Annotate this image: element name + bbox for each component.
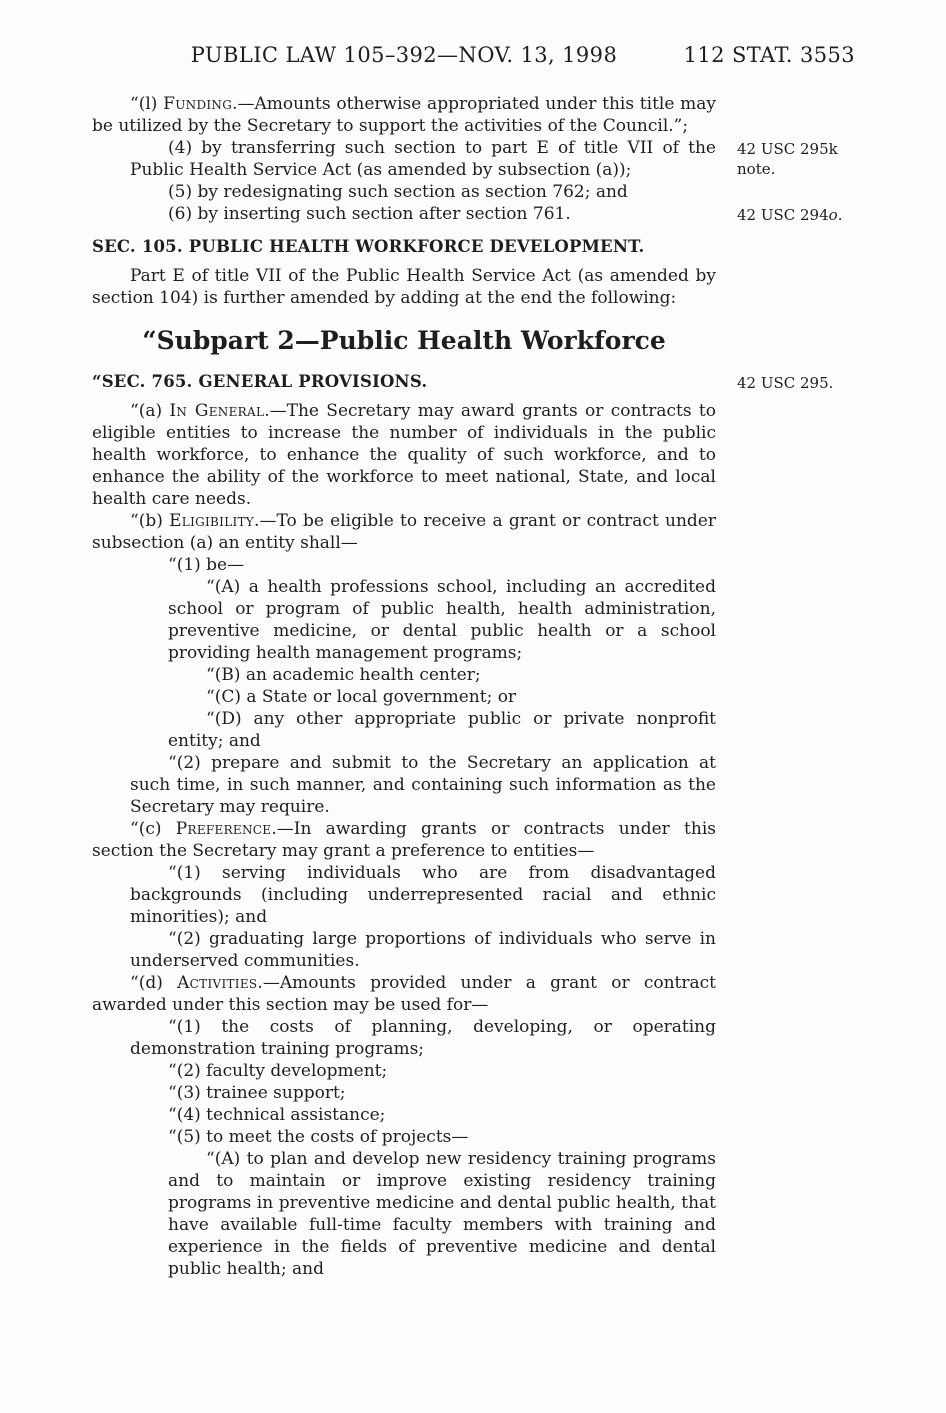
- statute-paragraph: [130, 1016, 716, 1060]
- usc-margin-note: [737, 139, 849, 179]
- text-run: “SEC. 765. GENERAL PROVISIONS.: [92, 372, 428, 391]
- text-run: “(D) any other appropriate public or private nonprofit entity; and: [168, 709, 716, 751]
- text-run: “(3) trainee support;: [168, 1083, 346, 1103]
- block-text: [92, 265, 716, 309]
- statute-paragraph: [130, 1126, 716, 1148]
- usc-margin-note: [737, 373, 849, 393]
- text-run: 42 USC 295k note.: [737, 140, 838, 178]
- block-text: [168, 664, 716, 686]
- statute-paragraph: [168, 686, 716, 708]
- text-run: 42 USC 294: [737, 206, 829, 224]
- block-text: [92, 510, 716, 554]
- text-run: “(1) the costs of planning, developing, or operating demonstration training programs;: [130, 1017, 716, 1059]
- statute-paragraph: [130, 1060, 716, 1082]
- block-text: [168, 708, 716, 752]
- block-text: [130, 928, 716, 972]
- page-header: [92, 42, 855, 68]
- text-run: “Subpart 2—Public Health Workforce: [142, 326, 666, 355]
- text-run: “(1) serving individuals who are from disadvantaged backgrounds (including underrepresented racial and ethnic minorities); and: [130, 863, 716, 927]
- block-text: [92, 400, 716, 510]
- block-text: [130, 137, 716, 181]
- block-text: [130, 203, 716, 225]
- block-text: [130, 181, 716, 203]
- text-run: “(2) faculty development;: [168, 1061, 388, 1081]
- block-text: [130, 554, 716, 576]
- statute-paragraph: [92, 972, 716, 1016]
- smallcaps-text-run: Activities: [177, 973, 258, 993]
- block-text: [92, 93, 716, 137]
- text-run: (5) by redesignating such section as section 762; and: [168, 182, 628, 202]
- text-run: Part E of title VII of the Public Health Service Act (as amended by section 104) is further amended by adding at the end the following:: [92, 266, 716, 308]
- block-text: [92, 972, 716, 1016]
- statute-paragraph: [130, 928, 716, 972]
- text-run: “(b): [130, 511, 170, 531]
- text-run: o: [828, 206, 838, 224]
- statute-paragraph: [92, 400, 716, 510]
- text-run: “(c): [130, 819, 176, 839]
- text-run: .—To be eligible to receive a grant or contract under subsection (a) an entity shall—: [92, 511, 716, 553]
- text-run: (6) by inserting such section after section 761.: [168, 204, 571, 224]
- text-run: “(1) be—: [168, 555, 245, 575]
- statute-paragraph: [168, 1148, 716, 1280]
- stat-page-number: 112 STAT. 3553: [683, 43, 855, 67]
- block-text: [92, 818, 716, 862]
- text-run: .—The Secretary may award grants or contracts to eligible entities to increase the number of individuals in the public health workforce, to enhance the quality of such workforce, and to enhance the ability of the workforce to meet national, State, and local health care needs.: [92, 401, 716, 509]
- section-heading: [92, 236, 716, 257]
- statute-paragraph: [130, 1082, 716, 1104]
- statute-paragraph: [130, 137, 838, 181]
- block-text: [168, 686, 716, 708]
- text-run: “(A) to plan and develop new residency training programs and to maintain or improve existing residency training programs in preventive medicine and dental public health, that have available full-time faculty members with training and experience in the fields of preventive medicine and dental public health; and: [168, 1149, 716, 1279]
- statute-paragraph: [168, 576, 716, 664]
- text-run: .—Amounts otherwise appropriated under this title may be utilized by the Secretary to support the activities of the Council.”;: [92, 94, 717, 136]
- text-run: “(l): [130, 94, 164, 114]
- document-body: [92, 93, 843, 1280]
- block-text: [130, 1060, 716, 1082]
- statute-paragraph: [92, 93, 716, 137]
- block-text: [92, 371, 716, 392]
- text-run: 42 USC 295.: [737, 374, 834, 392]
- text-run: (4) by transferring such section to part E of title VII of the Public Health Service Act (as amended by subsection (a));: [130, 138, 716, 180]
- statute-paragraph: [92, 818, 716, 862]
- text-run: “(2) graduating large proportions of individuals who serve in underserved communities.: [130, 929, 716, 971]
- statute-paragraph: [92, 510, 716, 554]
- block-text: [92, 326, 716, 356]
- text-run: “(A) a health professions school, including an accredited school or program of public health, health administration, preventive medicine, or dental public health or a school providing health management programs;: [168, 577, 716, 663]
- text-run: “(C) a State or local government; or: [206, 687, 517, 707]
- text-run: .—Amounts provided under a grant or contract awarded under this section may be used for—: [92, 973, 716, 1015]
- smallcaps-text-run: Preference: [175, 819, 272, 839]
- text-run: “(a): [130, 401, 170, 421]
- statute-paragraph: [130, 862, 716, 928]
- smallcaps-text-run: Funding: [163, 94, 233, 114]
- block-text: [168, 1148, 716, 1280]
- text-run: .—In awarding grants or contracts under this section the Secretary may grant a preference to entities—: [92, 819, 716, 861]
- block-text: [130, 1126, 716, 1148]
- block-text: [130, 752, 716, 818]
- smallcaps-text-run: In General: [169, 401, 265, 421]
- text-run: “(4) technical assistance;: [168, 1105, 386, 1125]
- statute-paragraph: [168, 708, 716, 752]
- text-run: SEC. 105. PUBLIC HEALTH WORKFORCE DEVELOPMENT.: [92, 237, 645, 256]
- statute-paragraph: [130, 1104, 716, 1126]
- statute-paragraph: [130, 554, 716, 576]
- block-text: [92, 236, 716, 257]
- smallcaps-text-run: Eligibility: [169, 511, 255, 531]
- statute-paragraph: [130, 203, 843, 225]
- text-run: .: [837, 206, 843, 224]
- statute-paragraph: [130, 752, 716, 818]
- block-text: [130, 1082, 716, 1104]
- block-text: [130, 1104, 716, 1126]
- text-run: “(5) to meet the costs of projects—: [168, 1127, 469, 1147]
- block-text: [130, 862, 716, 928]
- text-run: “(2) prepare and submit to the Secretary an application at such time, in such manner, and containing such information as the Secretary may require.: [130, 753, 716, 817]
- block-text: [130, 1016, 716, 1060]
- text-run: “(d): [130, 973, 178, 993]
- subpart-heading: [92, 326, 716, 356]
- block-text: [168, 576, 716, 664]
- statute-paragraph: [130, 181, 716, 203]
- usc-margin-note: [737, 205, 849, 225]
- law-title: PUBLIC LAW 105–392—NOV. 13, 1998: [190, 43, 618, 67]
- section-heading: [92, 371, 834, 392]
- statute-paragraph: [92, 265, 716, 309]
- text-run: “(B) an academic health center;: [206, 665, 481, 685]
- statute-paragraph: [168, 664, 716, 686]
